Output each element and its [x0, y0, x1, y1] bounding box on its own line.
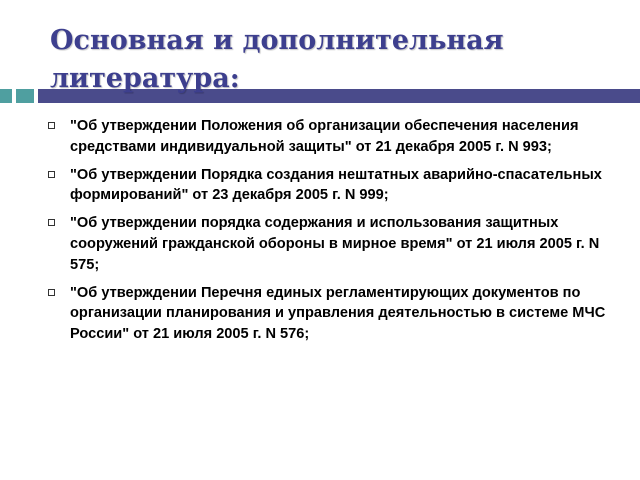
- list-item-text: "Об утверждении Положения об организации обеспечения населения средствами индивидуальной защиты" от 21 декабря 2005 г. N 993;: [70, 118, 579, 155]
- list-item-text: "Об утверждении порядка содержания и использования защитных сооружений гражданской обороны в мирное время" от 21 июля 2005 г. N 575;: [70, 215, 600, 273]
- list-item-text: "Об утверждении Перечня единых регламентирующих документов по организации планирования и управления деятельностью в системе МЧС России" от 21 июля 2005 г. N 576;: [70, 284, 606, 343]
- square-bullet-icon: [48, 171, 55, 178]
- square-bullet-icon: [48, 122, 55, 129]
- square-bullet-icon: [48, 289, 55, 296]
- list-item: [48, 283, 618, 345]
- title-divider-teal-right: [16, 89, 34, 103]
- list-item: [48, 116, 618, 158]
- literature-list: [48, 116, 618, 352]
- list-item: [48, 213, 618, 275]
- slide-title: Основная и дополнительная литература:: [50, 25, 504, 94]
- title-divider-teal-left: [0, 89, 12, 103]
- square-bullet-icon: [48, 219, 55, 226]
- list-item: [48, 165, 618, 207]
- list-item-text: "Об утверждении Порядка создания нештатных аварийно-спасательных формирований" от 23 декабря 2005 г. N 999;: [70, 166, 602, 204]
